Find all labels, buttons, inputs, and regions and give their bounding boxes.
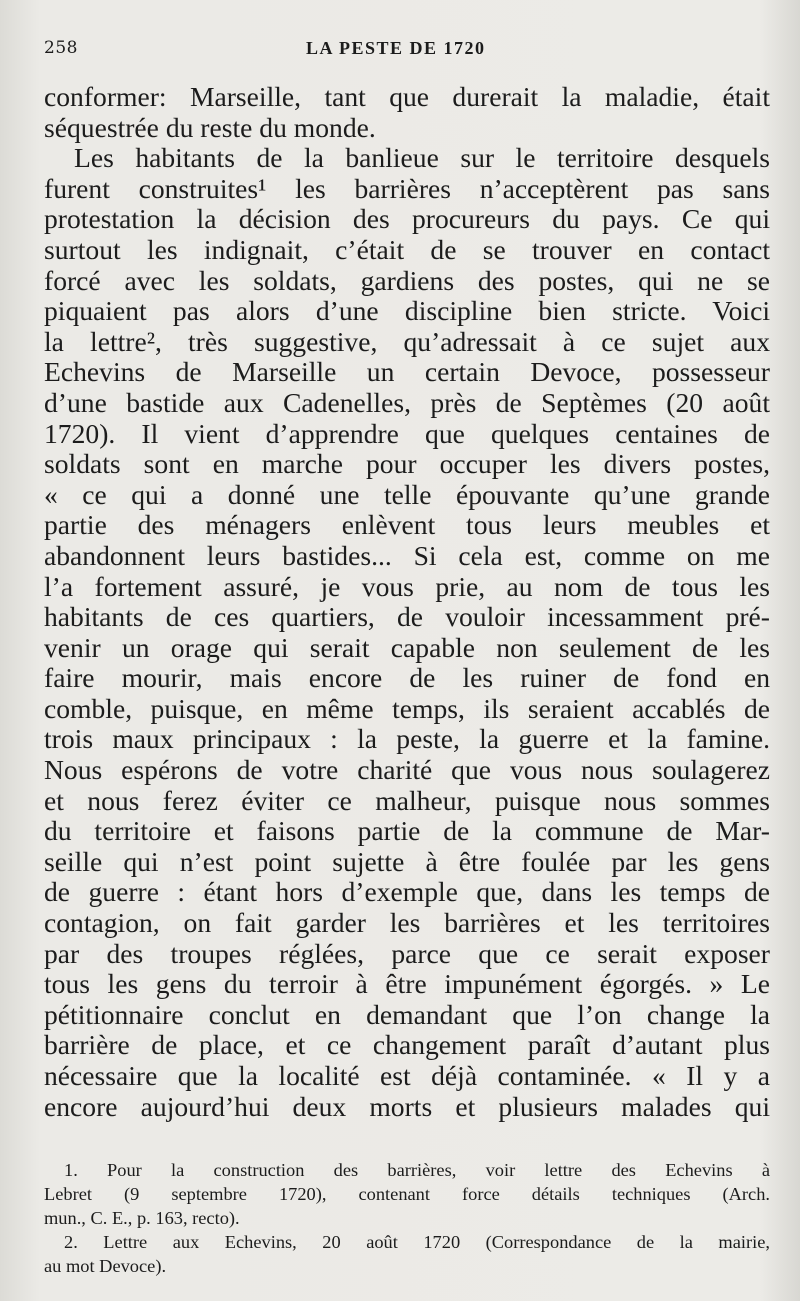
footnote-line: au mot Devoce).: [44, 1256, 167, 1276]
text-line: venir un orage qui serait capable non seulement de les: [44, 631, 770, 663]
text-line: « ce qui a donné une telle épouvante qu’une grande: [44, 478, 770, 510]
text-line: seille qui n’est point sujette à être foulée par les gens: [44, 845, 770, 877]
text-line: du territoire et faisons partie de la commune de Mar-: [44, 815, 770, 847]
text-line: contagion, on fait garder les barrières et les territoires: [44, 907, 770, 939]
text-line: protestation la décision des procureurs du pays. Ce qui: [44, 203, 770, 235]
footnote-line: 2. Lettre aux Echevins, 20 août 1720 (Correspondance de la mairie,: [64, 1232, 770, 1252]
text-line: de guerre : étant hors d’exemple que, dans les temps de: [44, 876, 770, 908]
text-line: furent construites¹ les barrières n’acceptèrent pas sans: [44, 172, 770, 204]
text-line: piquaient pas alors d’une discipline bien stricte. Voici: [44, 295, 770, 327]
text-line: barrière de place, et ce changement paraît d’autant plus: [44, 1029, 770, 1061]
footnotes: [44, 1158, 770, 1278]
text-line: habitants de ces quartiers, de vouloir incessamment pré-: [44, 601, 770, 633]
body-text: [44, 82, 770, 1122]
footnote-line: Lebret (9 septembre 1720), contenant force détails techniques (Arch.: [44, 1184, 770, 1204]
text-line: soldats sont en marche pour occuper les divers postes,: [44, 448, 770, 480]
text-line: Les habitants de la banlieue sur le territoire desquels: [74, 142, 770, 174]
text-line: abandonnent leurs bastides... Si cela est, comme on me: [44, 539, 770, 571]
text-line: l’a fortement assuré, je vous prie, au nom de tous les: [44, 570, 770, 602]
footnote-line: 1. Pour la construction des barrières, voir lettre des Echevins à: [64, 1160, 770, 1180]
text-line: encore aujourd’hui deux morts et plusieurs malades qui: [44, 1090, 770, 1122]
text-line: comble, puisque, en même temps, ils seraient accablés de: [44, 692, 770, 724]
text-line: faire mourir, mais encore de les ruiner de fond en: [44, 662, 770, 694]
text-line: séquestrée du reste du monde.: [44, 111, 376, 143]
page-number: 258: [44, 38, 78, 58]
text-line: la lettre², très suggestive, qu’adressait à ce sujet aux: [44, 325, 770, 357]
text-line: forcé avec les soldats, gardiens des postes, qui ne se: [44, 264, 770, 296]
text-line: 1720). Il vient d’apprendre que quelques centaines de: [44, 417, 770, 449]
footnote-line: mun., C. E., p. 163, recto).: [44, 1208, 240, 1228]
text-line: nécessaire que la localité est déjà contaminée. « Il y a: [44, 1060, 770, 1091]
text-line: trois maux principaux : la peste, la guerre et la famine.: [44, 723, 770, 755]
text-line: tous les gens du terroir à être impunément égorgés. » Le: [44, 968, 770, 1000]
text-line: Nous espérons de votre charité que vous nous soulagerez: [44, 754, 770, 786]
text-line: partie des ménagers enlèvent tous leurs meubles et: [44, 509, 770, 541]
text-line: par des troupes réglées, parce que ce serait exposer: [44, 937, 770, 969]
text-line: d’une bastide aux Cadenelles, près de Septèmes (20 août: [44, 386, 770, 418]
text-line: surtout les indignait, c’était de se trouver en contact: [44, 233, 770, 265]
text-line: conformer: Marseille, tant que durerait la maladie, était: [44, 81, 770, 112]
text-line: Echevins de Marseille un certain Devoce, possesseur: [44, 356, 770, 388]
running-head: [44, 38, 770, 68]
running-title: LA PESTE DE 1720: [306, 38, 486, 58]
text-line: et nous ferez éviter ce malheur, puisque nous sommes: [44, 784, 770, 816]
text-line: pétitionnaire conclut en demandant que l’on change la: [44, 998, 770, 1030]
